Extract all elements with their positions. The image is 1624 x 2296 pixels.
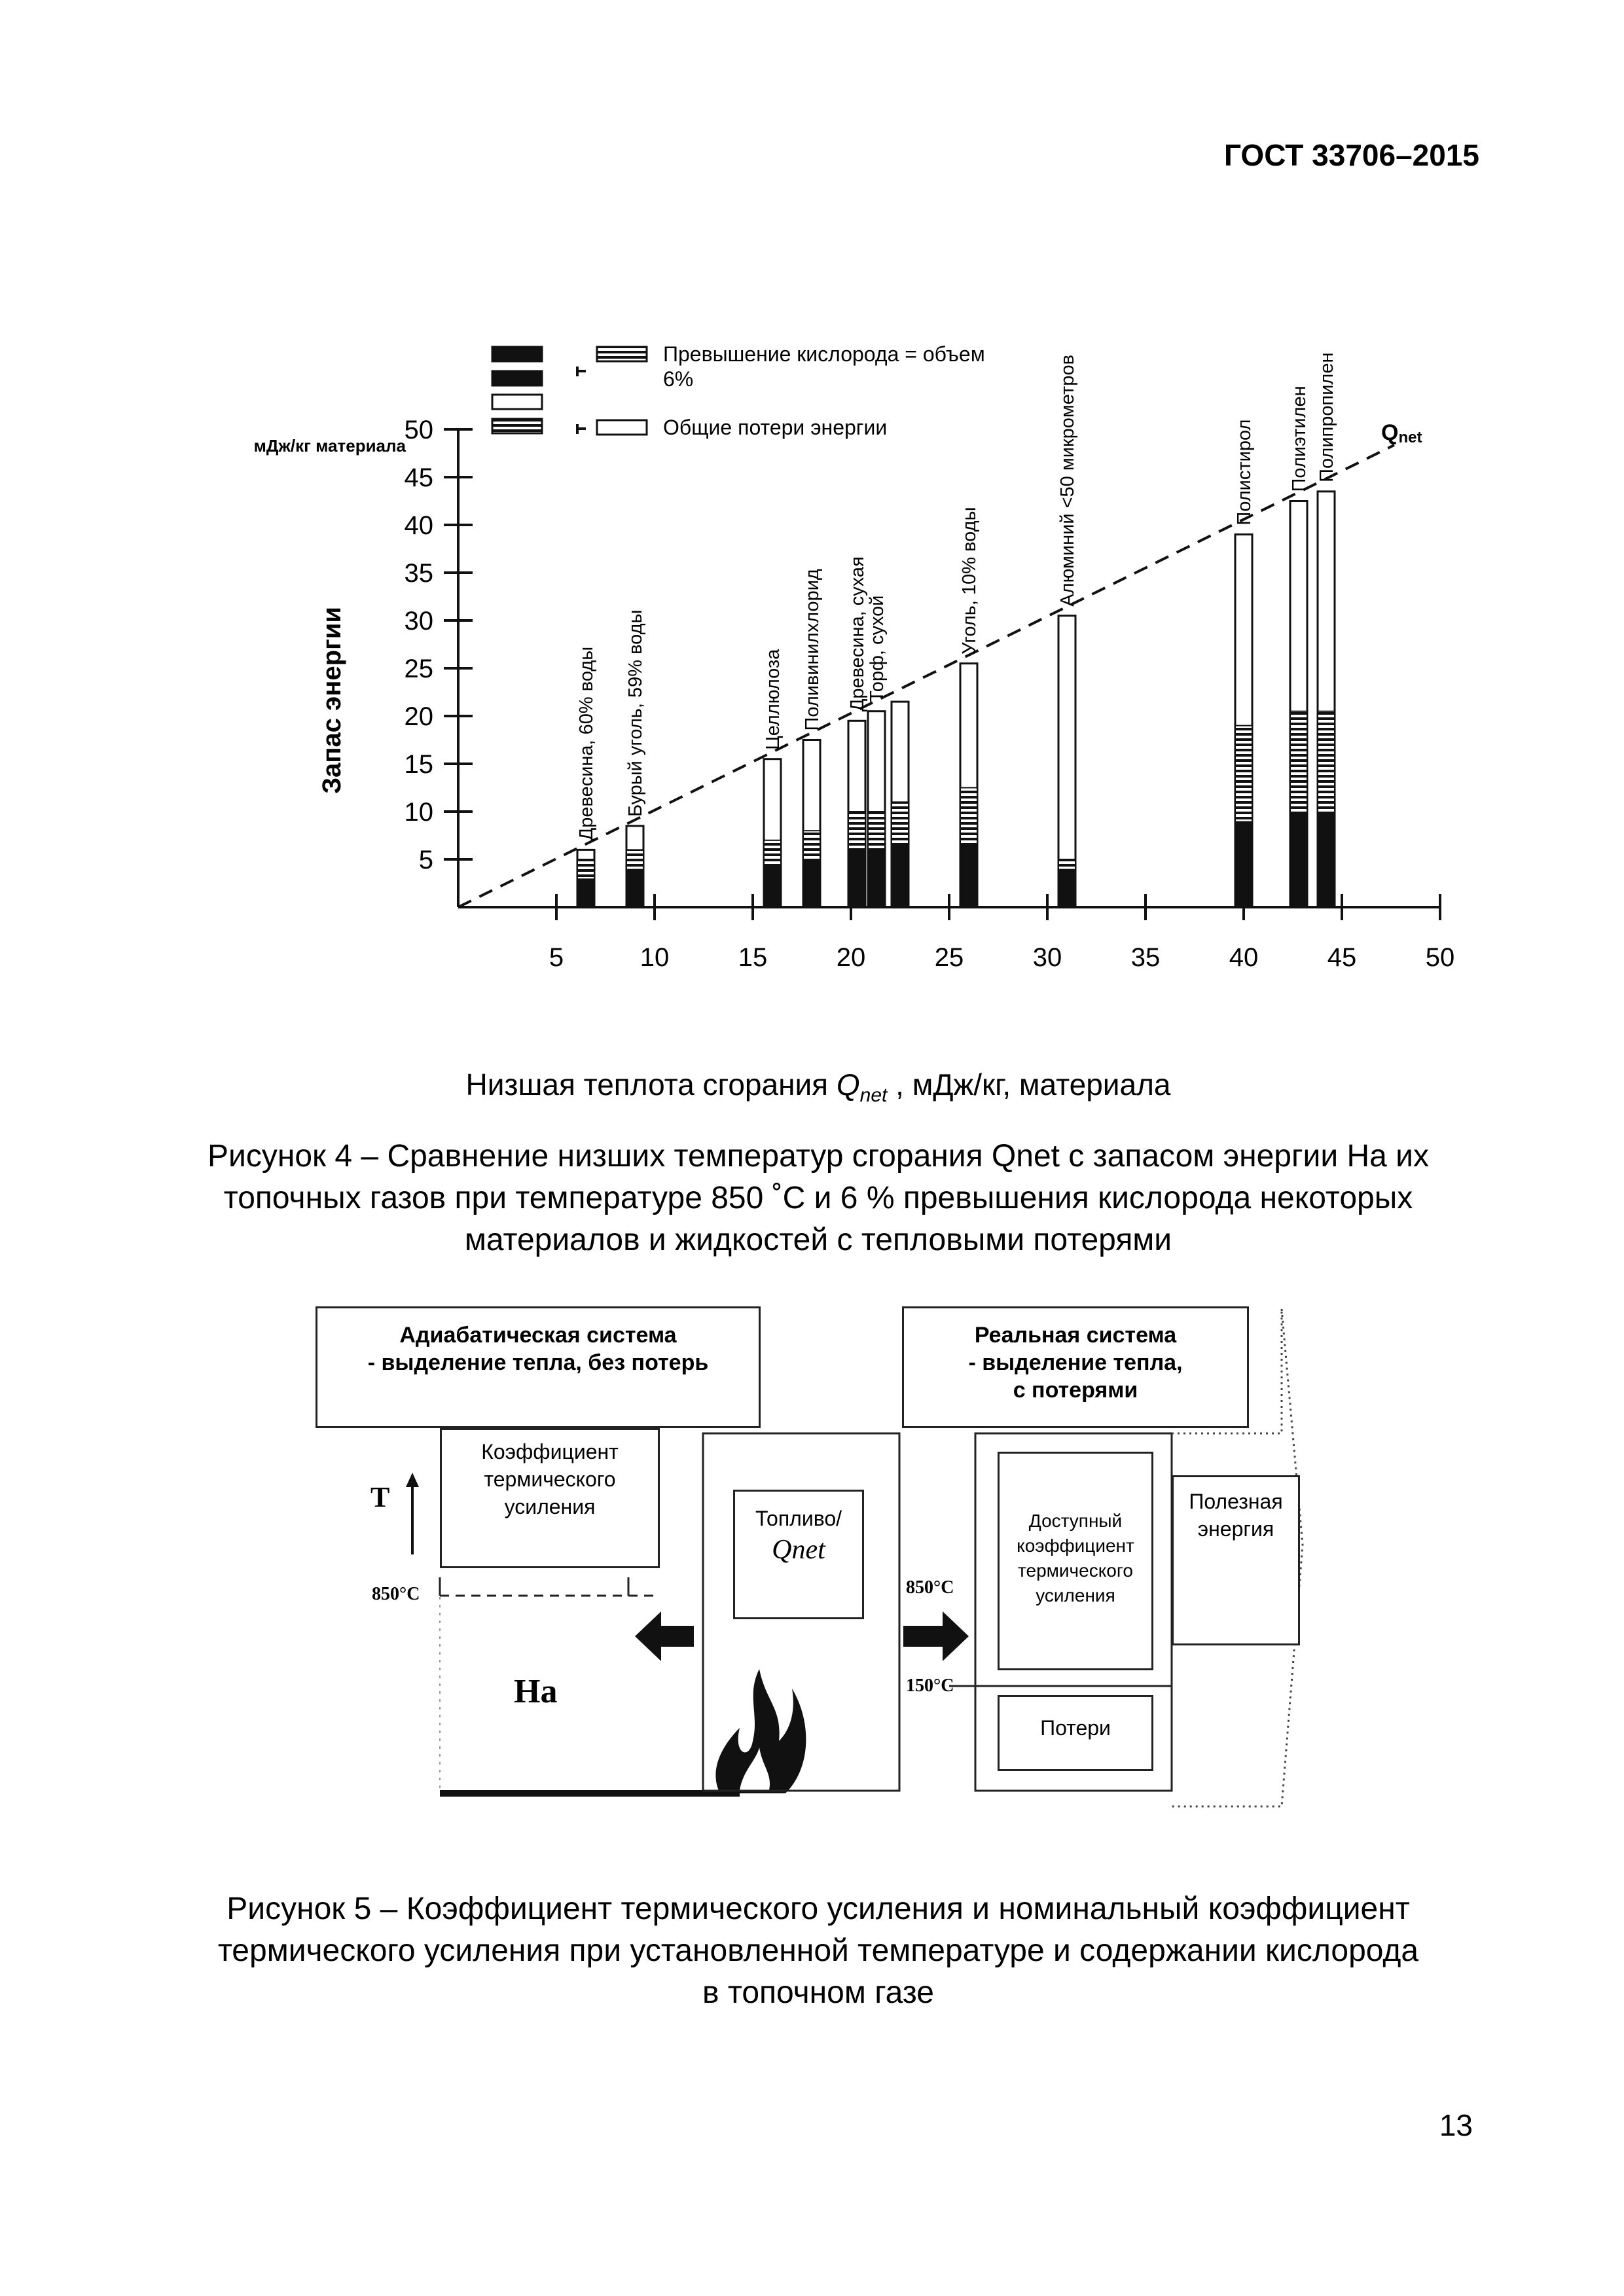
x-tick-label: 5 [549, 943, 564, 972]
y-tick-label: 45 [404, 463, 433, 492]
figure5-caption-line3: в топочном газе [702, 1975, 934, 2010]
x-tick-label: 50 [1425, 943, 1455, 972]
x-tick-label: 35 [1130, 943, 1161, 972]
bar-material-label: Бурый уголь, 59% воды [625, 609, 646, 817]
bar-material-label: Полиэтилен [1289, 386, 1310, 492]
x-tick-label: 15 [738, 943, 768, 972]
x-tick-label: 40 [1229, 943, 1259, 972]
losses-label: Потери [1040, 1716, 1111, 1740]
y-unit-label: мДж/кг материала [253, 436, 406, 456]
useful-line2: энергия [1197, 1517, 1274, 1541]
avail-line4: усиления [1036, 1585, 1115, 1605]
y-tick-label: 50 [404, 416, 433, 444]
avail-line2: коэффициент [1017, 1535, 1134, 1556]
bar-material-label: Древесина, 60% воды [576, 646, 597, 841]
standard-number: ГОСТ 33706–2015 [1223, 138, 1479, 172]
figure4-caption-line3: материалов и жидкостей с тепловыми потерями [464, 1223, 1172, 1257]
legend-losses-label: Общие потери энергии [663, 416, 888, 439]
x-tick-label: 20 [836, 943, 866, 972]
figure5-caption-line1: Рисунок 5 – Коэффициент термического усиления и номинальный коэффициент [226, 1892, 1410, 1926]
bar-material-label: Древесина, сухая [847, 556, 868, 712]
x-tick-label: 45 [1327, 943, 1357, 972]
real-subtitle-2: с потерями [1013, 1378, 1138, 1403]
coef-line1: Коэффициент [481, 1440, 619, 1463]
y-axis-label: Запас энергии [317, 607, 346, 794]
figure4-caption-line2: топочных газов при температуре 850 ˚С и 6 % превышения кислорода некоторых [223, 1181, 1413, 1215]
figure5-caption [164, 1888, 1473, 2014]
qnet-diagonal-label: Qnet [1381, 420, 1422, 446]
y-tick-label: 35 [404, 559, 433, 588]
bar-material-label: Полипропилен [1316, 352, 1337, 482]
figure5-caption-line2: термического усиления при установленной температуре и содержании кислорода [217, 1933, 1419, 1968]
losses-box [998, 1695, 1153, 1771]
legend-oxygen-label-1: Превышение кислорода = объем [663, 342, 985, 366]
temp-850-left: 850°C [372, 1584, 420, 1604]
y-tick-label: 25 [404, 655, 433, 683]
bar-material-label: Уголь, 10% воды [959, 507, 980, 655]
real-title: Реальная система [974, 1323, 1177, 1348]
avail-line3: термического [1017, 1560, 1133, 1581]
useful-line1: Полезная [1189, 1490, 1283, 1513]
x-tick-label: 10 [640, 943, 670, 972]
temp-850-right: 850°C [906, 1577, 954, 1598]
bar-material-label: Поливинилхлорид [802, 569, 823, 731]
y-tick-label: 5 [418, 846, 433, 874]
bar-material-label: Полистирол [1234, 419, 1255, 526]
y-tick-label: 10 [404, 798, 433, 827]
bar-material-label: Целлюлоза [763, 649, 784, 750]
ha-label: Ha [514, 1673, 558, 1710]
temp-150: 150°C [906, 1676, 954, 1696]
y-tick-label: 15 [404, 750, 433, 779]
bar-material-label: Алюминий <50 микрометров [1057, 355, 1078, 607]
fuel-label: Топливо/ [755, 1507, 842, 1530]
useful-energy-box [1172, 1475, 1300, 1645]
x-tick-label: 30 [1032, 943, 1062, 972]
y-tick-label: 30 [404, 607, 433, 636]
fuel-box [733, 1490, 864, 1619]
coef-line2: термического [484, 1467, 616, 1491]
x-axis-title: Низшая теплота сгорания $Q_{net}$ , мДж/кг, материала [465, 1067, 1171, 1107]
available-coefficient-box [998, 1452, 1153, 1670]
adiabatic-subtitle: - выделение тепла, без потерь [367, 1350, 709, 1375]
fuel-qnet: Qnet [772, 1535, 825, 1565]
y-tick-label: 40 [404, 511, 433, 540]
coef-line3: усиления [504, 1495, 596, 1518]
avail-line1: Доступный [1028, 1511, 1123, 1531]
bar-material-label: Торф, сухой [867, 595, 888, 702]
page-number: 13 [1439, 2108, 1473, 2142]
real-subtitle-1: - выделение тепла, [968, 1350, 1183, 1375]
adiabatic-title: Адиабатическая система [399, 1323, 677, 1348]
y-tick-label: 20 [404, 702, 433, 731]
figure4-caption-line1: Рисунок 4 – Сравнение низших температур сгорания Qnet с запасом энергии Hа их [208, 1139, 1429, 1174]
right-arrow-icon [903, 1611, 969, 1661]
temperature-label: T [370, 1481, 390, 1513]
x-tick-label: 25 [934, 943, 964, 972]
left-arrow-icon [635, 1611, 694, 1661]
legend-oxygen-label-2: 6% [663, 367, 694, 391]
